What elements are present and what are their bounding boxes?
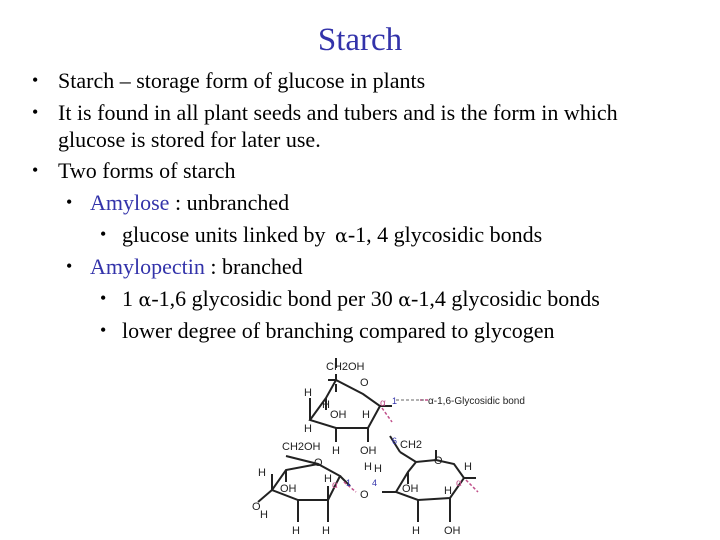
top-ring-h: H bbox=[322, 399, 330, 411]
right-ring-h: H bbox=[464, 461, 472, 473]
alpha-label: α bbox=[380, 398, 386, 409]
right-ring-oh: OH bbox=[444, 525, 461, 537]
top-ring-o: O bbox=[360, 377, 369, 389]
amylopectin-desc: : branched bbox=[210, 254, 303, 279]
bullet-dot: • bbox=[66, 192, 73, 212]
top-ring-h: H bbox=[304, 387, 312, 399]
left-ring-ch2oh: CH2OH bbox=[282, 441, 321, 453]
amylopectin-sub1-post: -1,4 glycosidic bonds bbox=[411, 286, 600, 311]
alpha-label: α bbox=[456, 478, 462, 489]
top-ring-h: H bbox=[304, 423, 312, 435]
amylose-sub-pre: glucose units linked by bbox=[122, 222, 326, 247]
carbon-number: 1 bbox=[346, 478, 352, 488]
bullet-dot: • bbox=[66, 256, 73, 276]
alpha-symbol: α bbox=[334, 225, 348, 247]
right-ring-ch2: CH2 bbox=[400, 439, 423, 451]
right-ring-h: H bbox=[364, 461, 372, 473]
top-ring-ch2oh: CH2OH bbox=[326, 361, 365, 373]
amylopectin-sub1-mid: -1,6 glycosidic bond per 30 bbox=[151, 286, 393, 311]
left-ring-oh: OH bbox=[280, 483, 297, 495]
amylopectin-sub-1 bbox=[122, 286, 600, 313]
right-ring-h: H bbox=[444, 485, 452, 497]
top-ring-h: H bbox=[332, 445, 340, 457]
right-ring-o: O bbox=[434, 455, 443, 467]
left-ring-h: H bbox=[324, 473, 332, 485]
right-ring-h: H bbox=[374, 463, 382, 475]
left-ring-h: H bbox=[258, 467, 266, 479]
slide-title: Starch bbox=[317, 22, 403, 58]
carbon-number: 6 bbox=[392, 436, 398, 446]
bullet-dot: • bbox=[100, 288, 107, 308]
alpha-label: α bbox=[332, 480, 338, 491]
alpha-symbol: α bbox=[138, 289, 152, 311]
amylose-sub-post: -1, 4 glycosidic bonds bbox=[347, 222, 543, 247]
amylose-sub bbox=[122, 222, 542, 249]
left-ring-o-link: O bbox=[252, 501, 261, 513]
carbon-number: 1 bbox=[392, 396, 398, 406]
left-ring-o: O bbox=[314, 457, 323, 469]
bullet-dot: • bbox=[100, 320, 107, 340]
bullet-dot: • bbox=[100, 224, 107, 244]
amylose-desc: : unbranched bbox=[174, 190, 290, 215]
left-ring-h: H bbox=[322, 525, 330, 537]
glycosidic-bond-label: α-1,6-Glycosidic bond bbox=[428, 396, 525, 407]
amylopectin-term: Amylopectin bbox=[90, 254, 205, 279]
bullet-dot: • bbox=[32, 160, 39, 180]
right-ring-oh: OH bbox=[402, 483, 419, 495]
amylose-term: Amylose bbox=[90, 190, 170, 215]
left-ring-h: H bbox=[260, 509, 268, 521]
left-ring-h: H bbox=[292, 525, 300, 537]
amylopectin-structure-diagram bbox=[240, 352, 560, 540]
carbon-number: 4 bbox=[372, 478, 378, 488]
top-ring-h: H bbox=[362, 409, 370, 421]
bullet-text: It is found in all plant seeds and tubers and is the form in which bbox=[58, 100, 618, 125]
bullet-dot: • bbox=[32, 70, 39, 90]
top-ring-oh: OH bbox=[360, 445, 377, 457]
right-ring-h: H bbox=[412, 525, 420, 537]
top-ring-oh: OH bbox=[330, 409, 347, 421]
bullet-dot: • bbox=[32, 102, 39, 122]
bullet-text-continuation: glucose is stored for later use. bbox=[58, 127, 321, 152]
amylose-line bbox=[90, 190, 289, 216]
bullet-text: Two forms of starch bbox=[58, 158, 236, 183]
amylopectin-line bbox=[90, 254, 303, 280]
amylopectin-sub1-pre: 1 bbox=[122, 286, 133, 311]
right-ring-o-link: O bbox=[360, 489, 369, 501]
bullet-text: Starch – storage form of glucose in plants bbox=[58, 68, 426, 93]
alpha-symbol: α bbox=[398, 289, 412, 311]
amylopectin-sub-2: lower degree of branching compared to glycogen bbox=[122, 318, 555, 343]
